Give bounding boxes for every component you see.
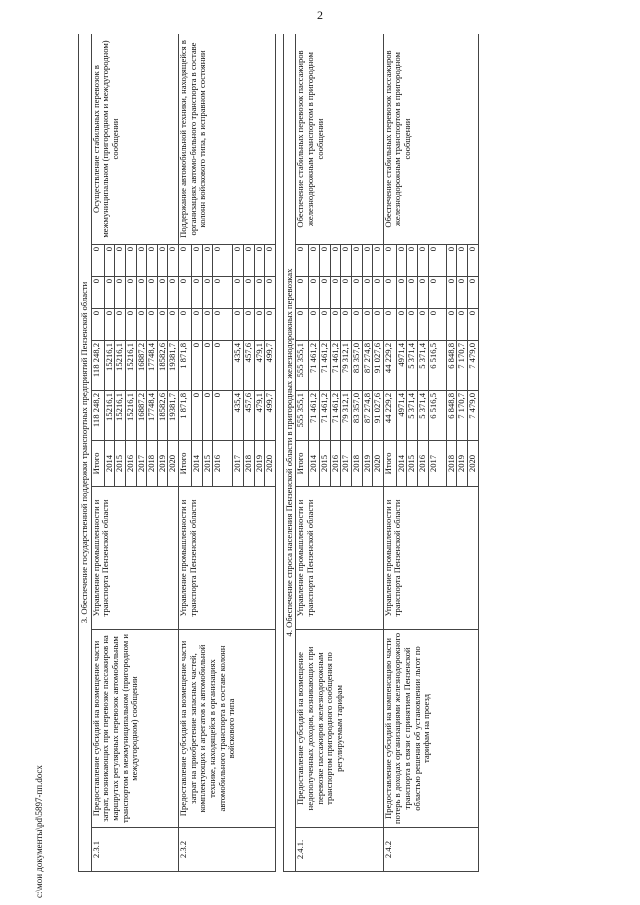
year-cell: 2017 — [341, 441, 352, 487]
total-value: 44 229,2 — [383, 391, 396, 441]
total-value: 18582,6 — [157, 391, 168, 441]
regional-budget-value: 18582,6 — [157, 341, 168, 391]
other-sources-value: 0 — [213, 245, 233, 277]
regional-budget-value: 5 371,4 — [418, 341, 429, 391]
other-sources-value: 0 — [254, 245, 265, 277]
other-sources-value: 0 — [265, 245, 276, 277]
federal-budget-value: 0 — [320, 309, 331, 341]
local-budget-value: 0 — [457, 277, 468, 309]
section-header-row — [283, 34, 296, 872]
regional-budget-value: 44 229,2 — [383, 341, 396, 391]
total-value: 71 461,2 — [320, 391, 331, 441]
local-budget-value: 0 — [396, 277, 407, 309]
regional-budget-value: 6 516,5 — [428, 341, 446, 391]
year-cell: 2019 — [362, 441, 373, 487]
federal-budget-value: 0 — [309, 309, 320, 341]
table-row — [179, 34, 192, 872]
local-budget-value: 0 — [136, 277, 147, 309]
local-budget-value: 0 — [407, 277, 418, 309]
year-cell: 2018 — [243, 441, 254, 487]
federal-budget-value: 0 — [330, 309, 341, 341]
regional-budget-value: 6 848,8 — [446, 341, 457, 391]
year-cell: Итого — [383, 441, 396, 487]
year-cell: 2020 — [373, 441, 384, 487]
year-cell: 2017 — [136, 441, 147, 487]
year-cell: 2015 — [202, 441, 213, 487]
local-budget-value: 0 — [254, 277, 265, 309]
local-budget-value: 0 — [202, 277, 213, 309]
other-sources-value: 0 — [341, 245, 352, 277]
regional-budget-value: 83 357,0 — [351, 341, 362, 391]
federal-budget-value: 0 — [168, 309, 179, 341]
total-value: 457,6 — [243, 391, 254, 441]
item-executor: Управление промышленности и транспорта Пензенской области — [179, 487, 276, 630]
year-cell: 2016 — [418, 441, 429, 487]
total-value: 15216,1 — [104, 391, 115, 441]
local-budget-value: 0 — [179, 277, 192, 309]
local-budget-value: 0 — [104, 277, 115, 309]
local-budget-value: 0 — [125, 277, 136, 309]
local-budget-value: 0 — [341, 277, 352, 309]
federal-budget-value: 0 — [362, 309, 373, 341]
other-sources-value: 0 — [91, 245, 104, 277]
other-sources-value: 0 — [351, 245, 362, 277]
total-value: 7 170,7 — [457, 391, 468, 441]
total-value: 5 371,4 — [418, 391, 429, 441]
total-value: 6 848,8 — [446, 391, 457, 441]
total-value: 4971,4 — [396, 391, 407, 441]
year-cell: 2014 — [192, 441, 203, 487]
regional-budget-value: 15216,1 — [125, 341, 136, 391]
year-cell: 2014 — [396, 441, 407, 487]
regional-budget-value: 499,7 — [265, 341, 276, 391]
local-budget-value: 0 — [428, 277, 446, 309]
total-value: 6 516,5 — [428, 391, 446, 441]
total-value: 16887,2 — [136, 391, 147, 441]
year-cell: 2015 — [115, 441, 126, 487]
federal-budget-value: 0 — [136, 309, 147, 341]
local-budget-value: 0 — [383, 277, 396, 309]
total-value: 499,7 — [265, 391, 276, 441]
federal-budget-value: 0 — [457, 309, 468, 341]
other-sources-value: 0 — [330, 245, 341, 277]
section-title: 4. Обеспечение спроса населения Пензенской области в пригородных железнодорожных перевозках — [283, 34, 296, 872]
item-executor: Управление промышленности и транспорта Пензенской области — [296, 487, 383, 630]
regional-budget-value: 16887,2 — [136, 341, 147, 391]
year-cell: 2018 — [351, 441, 362, 487]
regional-budget-value: 435,4 — [233, 341, 244, 391]
federal-budget-value: 0 — [254, 309, 265, 341]
federal-budget-value: 0 — [446, 309, 457, 341]
year-cell: 2020 — [467, 441, 478, 487]
regional-budget-value: 87 274,8 — [362, 341, 373, 391]
program-activities-table — [78, 34, 479, 872]
regional-budget-value: 555 355,1 — [296, 341, 309, 391]
year-cell: 2018 — [147, 441, 158, 487]
regional-budget-value: 1 871,8 — [179, 341, 192, 391]
total-value: 479,1 — [254, 391, 265, 441]
total-value: 71 461,2 — [309, 391, 320, 441]
federal-budget-value: 0 — [213, 309, 233, 341]
regional-budget-value: 79 312,1 — [341, 341, 352, 391]
year-cell: 2020 — [168, 441, 179, 487]
total-value: 555 355,1 — [296, 391, 309, 441]
year-cell: 2019 — [254, 441, 265, 487]
regional-budget-value: 479,1 — [254, 341, 265, 391]
federal-budget-value: 0 — [428, 309, 446, 341]
local-budget-value: 0 — [115, 277, 126, 309]
year-cell: 2017 — [428, 441, 446, 487]
other-sources-value: 0 — [320, 245, 331, 277]
item-result: Осуществление стабильных перевозок в межмуниципальном (пригородном и междугородном) сообщении — [91, 34, 178, 245]
other-sources-value: 0 — [418, 245, 429, 277]
other-sources-value: 0 — [383, 245, 396, 277]
local-budget-value: 0 — [467, 277, 478, 309]
year-cell: 2014 — [309, 441, 320, 487]
local-budget-value: 0 — [330, 277, 341, 309]
regional-budget-value: 0 — [202, 341, 213, 391]
item-executor: Управление промышленности и транспорта Пензенской области — [383, 487, 478, 630]
other-sources-value: 0 — [147, 245, 158, 277]
item-result: Обеспечение стабильных перевозок пассажиров железнодорожным транспортом в пригородном сообщении — [383, 34, 478, 245]
total-value: 15216,1 — [125, 391, 136, 441]
federal-budget-value: 0 — [351, 309, 362, 341]
other-sources-value: 0 — [233, 245, 244, 277]
table-row — [91, 34, 104, 872]
other-sources-value: 0 — [104, 245, 115, 277]
regional-budget-value: 71 461,2 — [309, 341, 320, 391]
page-number: 2 — [317, 8, 323, 22]
total-value: 71 461,2 — [330, 391, 341, 441]
local-budget-value: 0 — [192, 277, 203, 309]
year-cell: Итого — [296, 441, 309, 487]
item-description: Предоставление субсидий на возмещение недополученных доходов, возникающих при перевозке пассажиров железнодорожным транспортом пригородного сообщения по регулируемым тарифам — [296, 630, 383, 828]
regional-budget-value: 5 371,4 — [407, 341, 418, 391]
federal-budget-value: 0 — [233, 309, 244, 341]
table-row — [296, 34, 309, 872]
federal-budget-value: 0 — [157, 309, 168, 341]
local-budget-value: 0 — [362, 277, 373, 309]
year-cell: Итого — [91, 441, 104, 487]
local-budget-value: 0 — [446, 277, 457, 309]
federal-budget-value: 0 — [125, 309, 136, 341]
regional-budget-value: 7 170,7 — [457, 341, 468, 391]
other-sources-value: 0 — [179, 245, 192, 277]
local-budget-value: 0 — [296, 277, 309, 309]
total-value: 87 274,8 — [362, 391, 373, 441]
year-cell: 2015 — [320, 441, 331, 487]
total-value: 91 027,6 — [373, 391, 384, 441]
item-description: Предоставление субсидий на возмещение части затрат, возникающих при перевозке пассажиров на маршрутах регулярных перевозок автомобильным транспортом в межмуниципальном (пригородном и междугородном) сообщении — [91, 630, 178, 828]
federal-budget-value: 0 — [115, 309, 126, 341]
total-value: 19381,7 — [168, 391, 179, 441]
local-budget-value: 0 — [309, 277, 320, 309]
footer — [6, 420, 46, 900]
year-cell: 2019 — [157, 441, 168, 487]
regional-budget-value: 457,6 — [243, 341, 254, 391]
federal-budget-value: 0 — [202, 309, 213, 341]
year-cell: 2017 — [233, 441, 244, 487]
year-cell: 2014 — [104, 441, 115, 487]
other-sources-value: 0 — [157, 245, 168, 277]
other-sources-value: 0 — [125, 245, 136, 277]
regional-budget-value: 0 — [213, 341, 233, 391]
item-description: Предоставление субсидий на компенсацию части потерь в доходах организациями железнодорожного транспорта в связи с принятием Пензенской областью решения об установлении льгот по тарифам на проезд — [383, 630, 478, 828]
federal-budget-value: 0 — [265, 309, 276, 341]
other-sources-value: 0 — [407, 245, 418, 277]
federal-budget-value: 0 — [383, 309, 396, 341]
total-value: 83 357,0 — [351, 391, 362, 441]
regional-budget-value: 0 — [192, 341, 203, 391]
regional-budget-value: 71 461,2 — [330, 341, 341, 391]
year-cell: 2019 — [457, 441, 468, 487]
other-sources-value: 0 — [428, 245, 446, 277]
footer-file-path: c:\мои документы\pd\5897-пп.docx — [34, 765, 44, 898]
federal-budget-value: 0 — [418, 309, 429, 341]
total-value: 0 — [202, 391, 213, 441]
regional-budget-value: 118 248,2 — [91, 341, 104, 391]
year-cell: 2016 — [330, 441, 341, 487]
other-sources-value: 0 — [309, 245, 320, 277]
local-budget-value: 0 — [213, 277, 233, 309]
federal-budget-value: 0 — [407, 309, 418, 341]
federal-budget-value: 0 — [179, 309, 192, 341]
total-value: 7 479,0 — [467, 391, 478, 441]
item-code: 2.4.2 — [383, 828, 478, 872]
item-code: 2.3.1 — [91, 828, 178, 872]
total-value: 17748,4 — [147, 391, 158, 441]
local-budget-value: 0 — [243, 277, 254, 309]
local-budget-value: 0 — [351, 277, 362, 309]
item-code: 2.3.2 — [179, 828, 276, 872]
federal-budget-value: 0 — [373, 309, 384, 341]
local-budget-value: 0 — [418, 277, 429, 309]
local-budget-value: 0 — [168, 277, 179, 309]
other-sources-value: 0 — [467, 245, 478, 277]
other-sources-value: 0 — [115, 245, 126, 277]
total-value: 15216,1 — [115, 391, 126, 441]
federal-budget-value: 0 — [396, 309, 407, 341]
local-budget-value: 0 — [157, 277, 168, 309]
other-sources-value: 0 — [243, 245, 254, 277]
federal-budget-value: 0 — [467, 309, 478, 341]
other-sources-value: 0 — [136, 245, 147, 277]
item-code: 2.4.1. — [296, 828, 383, 872]
other-sources-value: 0 — [168, 245, 179, 277]
rotated-table-canvas — [78, 34, 618, 872]
section-header-row — [79, 34, 92, 872]
other-sources-value: 0 — [396, 245, 407, 277]
year-cell: 2016 — [213, 441, 233, 487]
total-value: 0 — [213, 391, 233, 441]
year-cell: 2020 — [265, 441, 276, 487]
other-sources-value: 0 — [202, 245, 213, 277]
local-budget-value: 0 — [147, 277, 158, 309]
other-sources-value: 0 — [296, 245, 309, 277]
federal-budget-value: 0 — [104, 309, 115, 341]
regional-budget-value: 7 479,0 — [467, 341, 478, 391]
year-cell: 2018 — [446, 441, 457, 487]
federal-budget-value: 0 — [91, 309, 104, 341]
regional-budget-value: 71 461,2 — [320, 341, 331, 391]
regional-budget-value: 15216,1 — [115, 341, 126, 391]
federal-budget-value: 0 — [192, 309, 203, 341]
regional-budget-value: 19381,7 — [168, 341, 179, 391]
total-value: 79 312,1 — [341, 391, 352, 441]
total-value: 5 371,4 — [407, 391, 418, 441]
year-cell: 2016 — [125, 441, 136, 487]
other-sources-value: 0 — [192, 245, 203, 277]
table-body — [79, 34, 479, 872]
regional-budget-value: 91 027,6 — [373, 341, 384, 391]
other-sources-value: 0 — [373, 245, 384, 277]
item-result: Поддержание автомобильной техники, находящейся в организациях автомо-бильного транспорта в составе колонн войскового типа, в исправном состоянии — [179, 34, 276, 245]
table-row — [383, 34, 396, 872]
regional-budget-value: 15216,1 — [104, 341, 115, 391]
federal-budget-value: 0 — [147, 309, 158, 341]
other-sources-value: 0 — [446, 245, 457, 277]
section-gap — [275, 34, 283, 872]
total-value: 1 871,8 — [179, 391, 192, 441]
other-sources-value: 0 — [362, 245, 373, 277]
total-value: 435,4 — [233, 391, 244, 441]
rotated-page-content — [78, 34, 618, 872]
total-value: 0 — [192, 391, 203, 441]
federal-budget-value: 0 — [296, 309, 309, 341]
gap-cell — [275, 34, 283, 872]
item-executor: Управление промышленности и транспорта Пензенской области — [91, 487, 178, 630]
regional-budget-value: 17748,4 — [147, 341, 158, 391]
local-budget-value: 0 — [320, 277, 331, 309]
federal-budget-value: 0 — [243, 309, 254, 341]
year-cell: 2015 — [407, 441, 418, 487]
local-budget-value: 0 — [373, 277, 384, 309]
year-cell: Итого — [179, 441, 192, 487]
other-sources-value: 0 — [457, 245, 468, 277]
total-value: 118 248,2 — [91, 391, 104, 441]
item-result: Обеспечение стабильных перевозок пассажиров железнодорожным транспортом в пригородном сообщении — [296, 34, 383, 245]
local-budget-value: 0 — [91, 277, 104, 309]
local-budget-value: 0 — [233, 277, 244, 309]
regional-budget-value: 4971,4 — [396, 341, 407, 391]
item-description: Предоставление субсидий на возмещение части затрат на приобретение запасных частей, комплектующих и агрегатов к автомобильной технике, находящейся в организациях автомобильного транспорта в составе колонн войскового типа — [179, 630, 276, 828]
local-budget-value: 0 — [265, 277, 276, 309]
section-title: 3. Обеспечение государственной поддержки транспортных предприятий Пензенской области — [79, 34, 92, 872]
federal-budget-value: 0 — [341, 309, 352, 341]
